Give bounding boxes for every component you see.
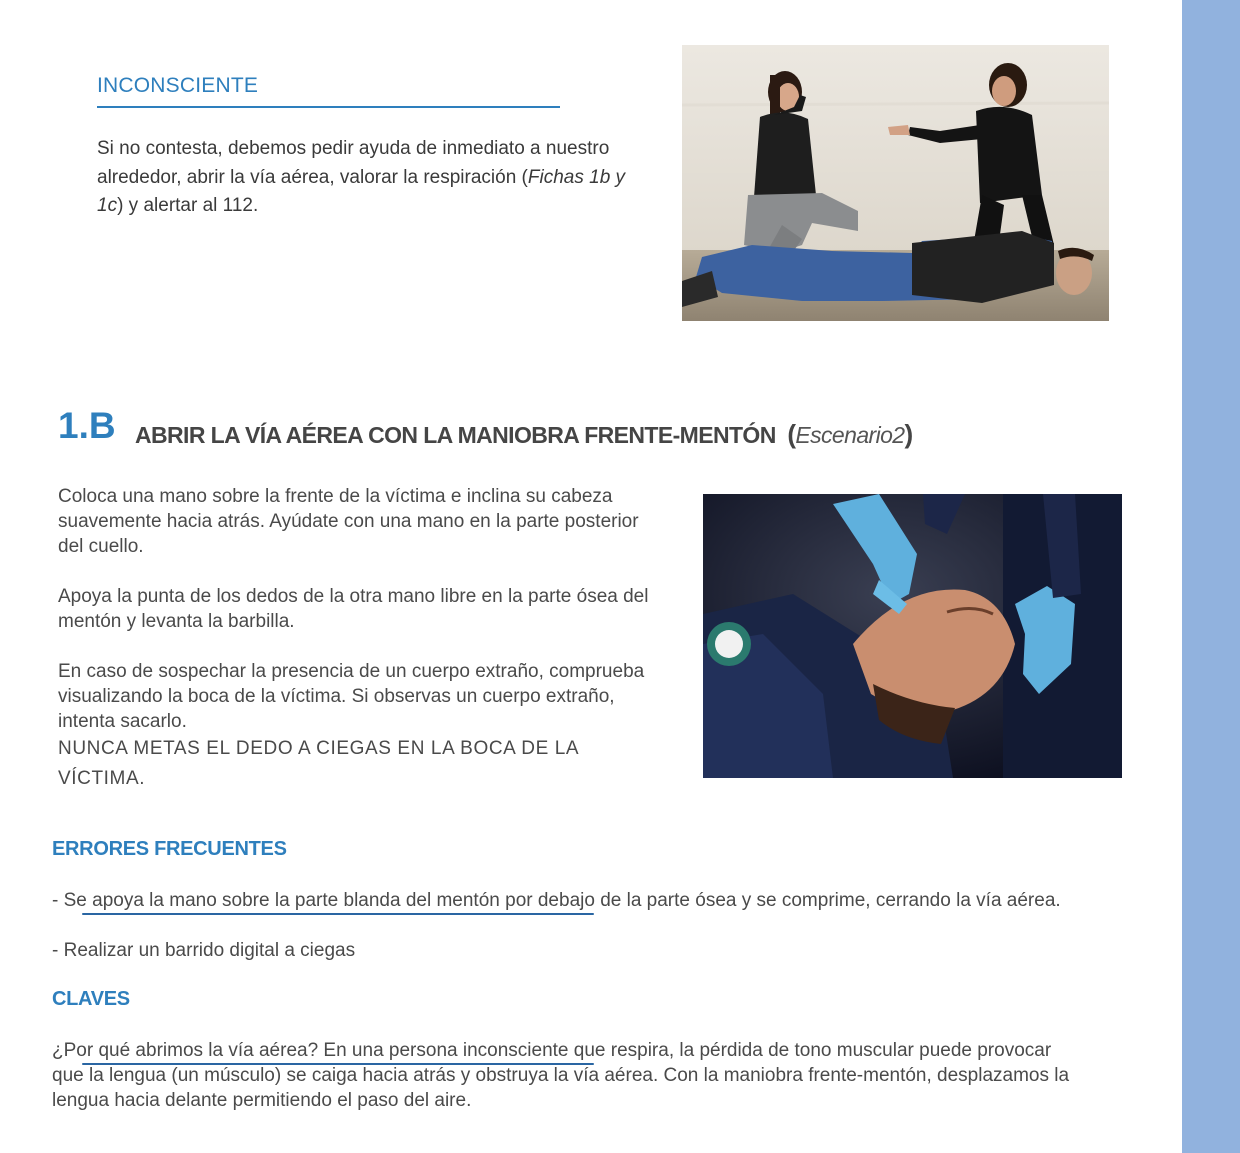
error-item: - Se apoya la mano sobre la parte blanda del mentón por debajo de la parte ósea y se comprime, cerrando la vía aérea. <box>52 890 1061 911</box>
claves-heading: CLAVES <box>52 988 130 1010</box>
photo-maneuver-illustration <box>703 494 1122 778</box>
right-margin-band <box>1182 0 1240 1153</box>
section-title-text: ABRIR LA VÍA AÉREA CON LA MANIOBRA FRENTE-MENTÓN <box>135 422 776 448</box>
section-title <box>135 419 913 450</box>
errores-heading: ERRORES FRECUENTES <box>52 838 287 860</box>
heading-underline <box>97 106 560 108</box>
maneuver-step-3: En caso de sospechar la presencia de un cuerpo extraño, comprueba visualizando la boca de la víctima. Si observas un cuerpo extraño, intenta sacarlo. <box>58 661 645 732</box>
maneuver-step-2: Apoya la punta de los dedos de la otra mano libre en la parte ósea del mentón y levanta la barbilla. <box>58 586 649 632</box>
scenario-paren-close: ) <box>904 419 913 449</box>
maneuver-step-1: Coloca una mano sobre la frente de la víctima e inclina su cabeza suavemente hacia atrás. Ayúdate con una mano en la parte posterior del cuello. <box>58 486 639 557</box>
section-number: 1.B <box>58 405 116 446</box>
section-heading-inconsciente: INCONSCIENTE <box>97 74 259 97</box>
inconsciente-text-post: ) y alertar al 112. <box>117 195 259 216</box>
claves-paragraph: ¿Por qué abrimos la vía aérea? En una persona inconsciente que respira, la pérdida de tono muscular puede provocar que la lengua (un músculo) se caiga hacia atrás y obstruya la vía aérea. Con la maniobra frente-mentón, desplazamos la lengua hacia delante permitiendo el paso del aire. <box>52 1040 1070 1111</box>
pen-underline-mark <box>82 1063 594 1065</box>
photo-head-tilt-chin-lift <box>703 494 1122 778</box>
error-item: - Realizar un barrido digital a ciegas <box>52 940 356 961</box>
inconsciente-text-italic: Fichas 1b y 1c <box>97 166 626 216</box>
maneuver-warning: NUNCA METAS EL DEDO A CIEGAS EN LA BOCA DE LA VÍCTIMA. <box>58 738 579 789</box>
photo-rescuers-with-victim <box>682 45 1109 321</box>
scenario-label: Escenario2 <box>795 422 905 448</box>
photo-rescuers-illustration <box>682 45 1109 321</box>
inconsciente-paragraph <box>97 135 642 221</box>
pen-underline-mark <box>82 913 594 915</box>
scenario-paren-open: ( <box>787 419 796 449</box>
inconsciente-text-pre: Si no contesta, debemos pedir ayuda de inmediato a nuestro alrededor, abrir la vía aérea, valorar la respiración ( <box>97 138 610 188</box>
